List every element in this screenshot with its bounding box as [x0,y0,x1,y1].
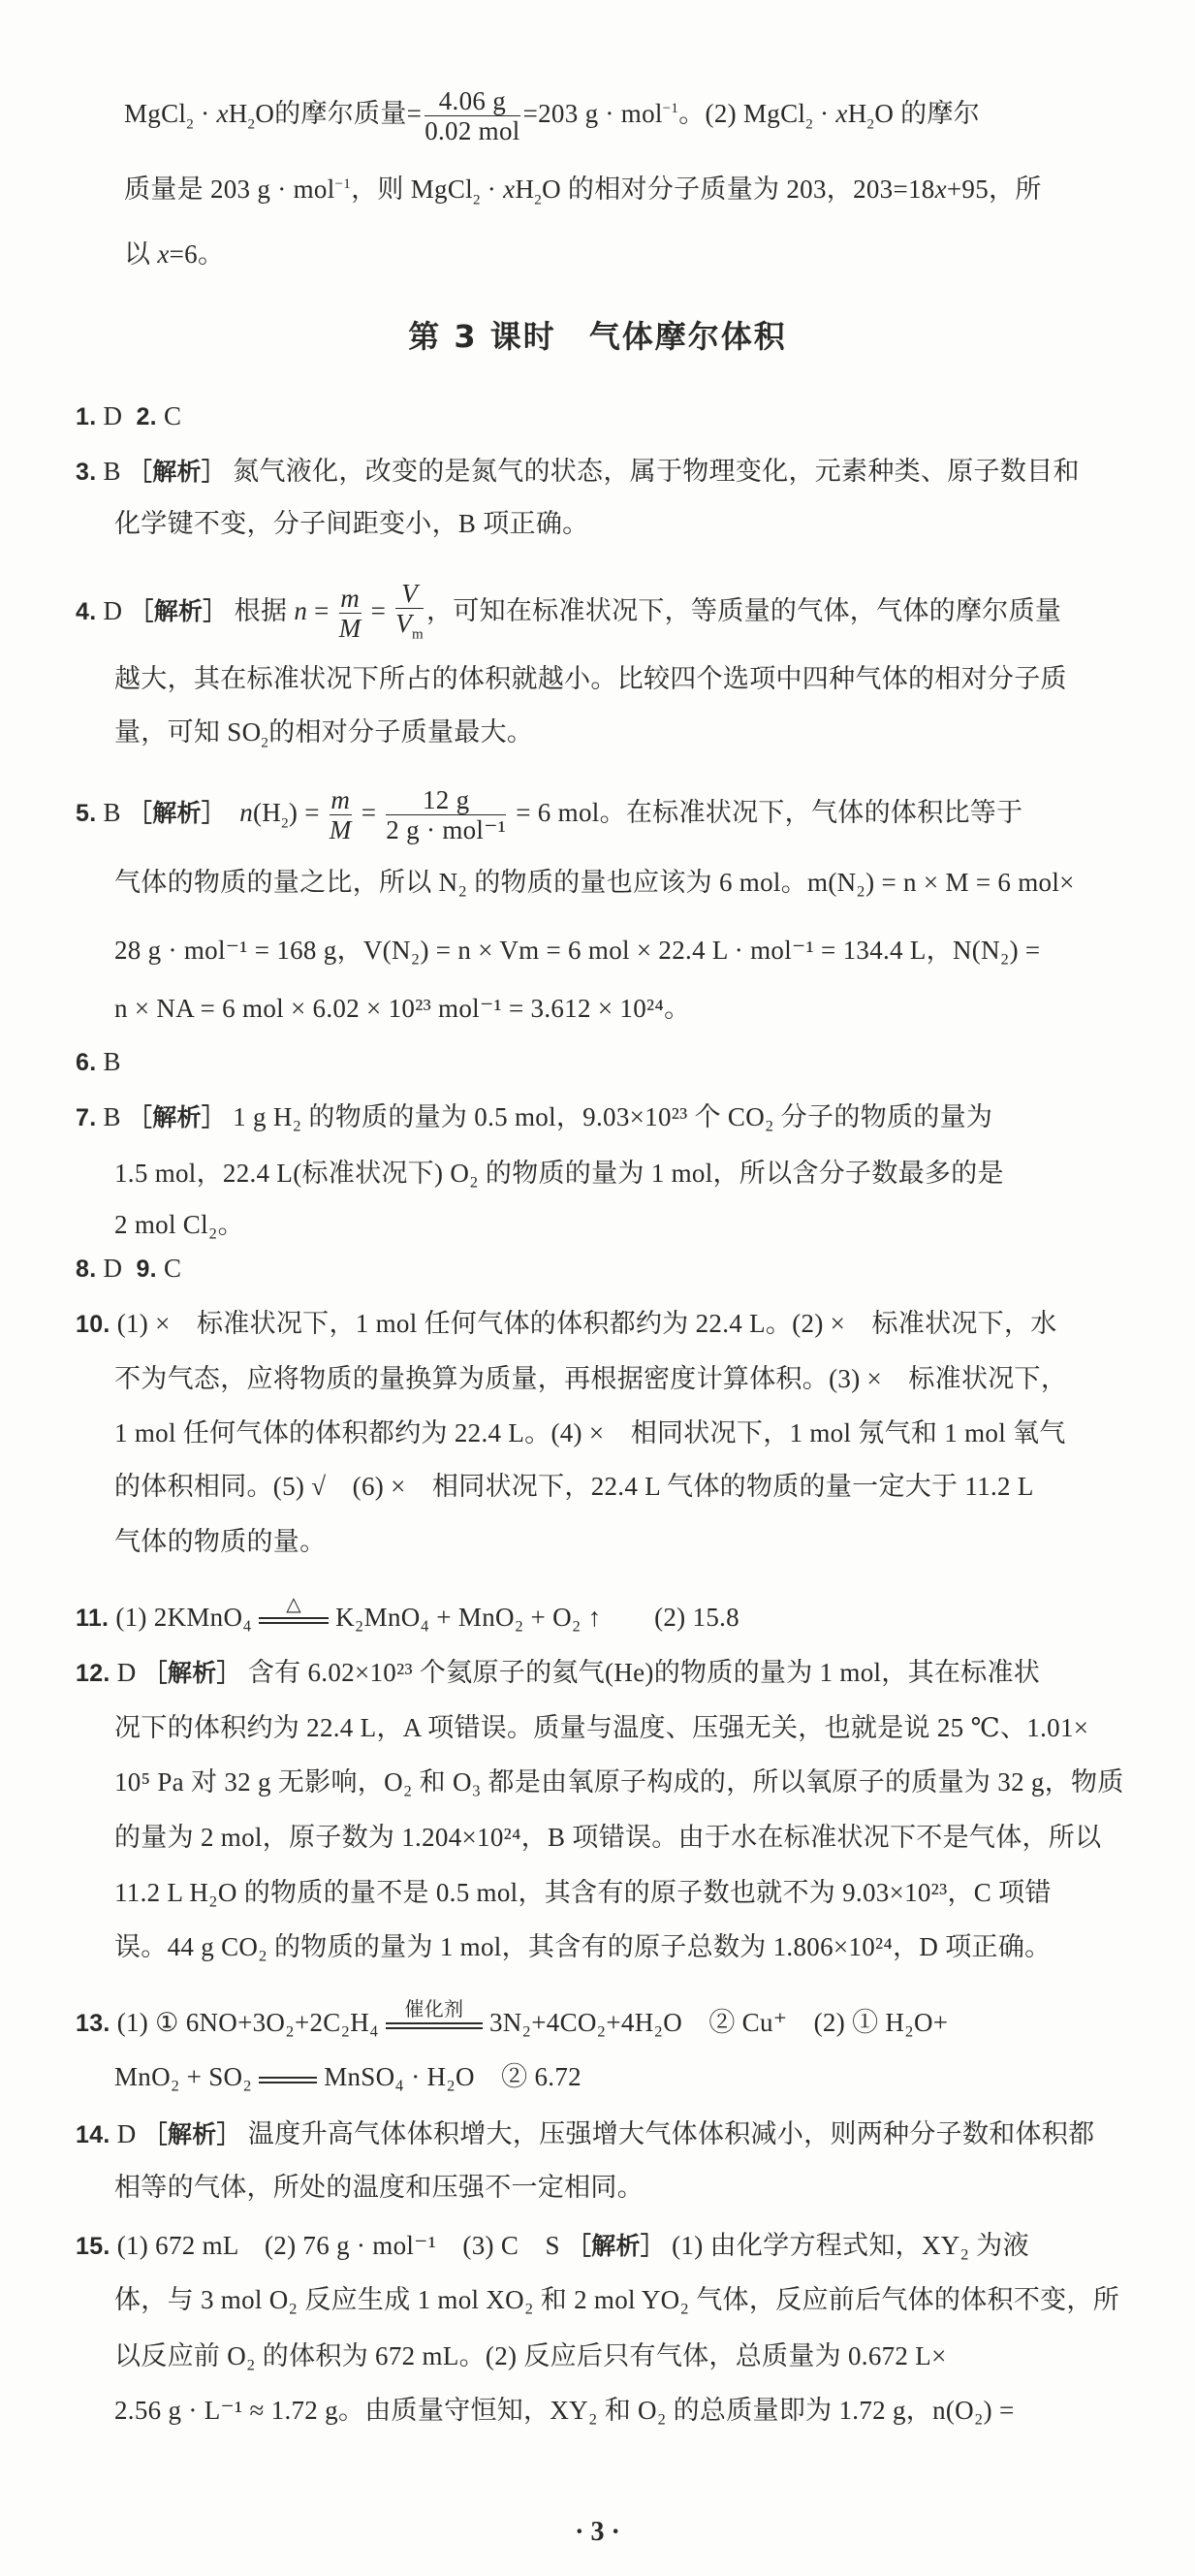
explanation: 体，与 3 mol O₂ 反应生成 1 mol XO₂ 和 2 mol YO₂ 气体，反应前后气体的体积不变，所 [114,2285,1120,2314]
answer: D [103,401,123,430]
equals-sign [259,2075,317,2083]
explanation: 的相对分子质量最大。 [268,717,534,747]
answer-7-line-3 [114,1205,244,1244]
numerator: 12 g [423,785,470,815]
answer: C [163,401,182,430]
explanation: 28 g · mol⁻¹ = 168 g，V(N₂) = n × Vm = 6 mol × 22.4 L · mol⁻¹ = 134.4 L，N(N₂) = [114,936,1041,965]
explanation: 气体的物质的量。 [114,1527,327,1556]
explanation: (1) × 标准状况下，1 mol 任何气体的体积都约为 22.4 L。(2) × 标准状况下，水 [116,1309,1057,1338]
explanation: = 6 mol。在标准状况下，气体的体积比等于 [516,798,1023,827]
explanation: 的量为 2 mol，原子数为 1.204×10²⁴，B 项错误。由于水在标准状况下不是气体，所以 [114,1823,1102,1852]
text: O 的摩尔 [874,99,981,128]
answer-5-line-4 [114,989,690,1028]
answer-12-line-6 [114,1927,1051,1966]
explanation: 误。44 g CO₂ 的物质的量为 1 mol，其含有的原子总数为 1.806×10²⁴，D 项正确。 [114,1932,1052,1961]
text: · [480,175,504,204]
question-number: 8. [76,1256,97,1283]
answer-4-line-1: 4. D ［解析］ 根据 n = $\frac{m}{M}$ = $\frac{V}{V_m}$ ，可知在标准状况下，等质量的气体，气体的摩尔质量 [76,572,1061,651]
fraction [425,86,519,145]
answer-5-line-2 [114,863,1075,902]
question-number: 4. [76,598,97,625]
explanation: 量，可知 SO [114,717,262,747]
explanation: 2 mol Cl₂。 [114,1210,244,1239]
heat-condition-icon: △ [286,1594,301,1616]
answer-10-line-5 [114,1522,326,1561]
denominator: 2 g · mol⁻¹ [386,815,507,845]
question-number: 9. [136,1256,157,1283]
denominator: 0.02 mol [425,116,520,146]
explanation: 况下的体积约为 22.4 L，A 项错误。质量与温度、压强无关，也就是说 25 ℃、1.01× [114,1713,1089,1742]
answer-15-line-1 [76,2226,1029,2266]
text: H [515,175,535,204]
page-number: · 3 · [575,2517,620,2547]
text: · [194,99,217,128]
intro-line-2: 质量是 203 g · mol$^{-1}$，则 MgCl$_2$ · $xH_2O$ 的相对分子质量为 203，203=18x+95，所 [124,175,1042,208]
question-number: 13. [76,2010,110,2037]
explanation: 氮气液化，改变的是氮气的状态，属于物理变化，元素种类、原子数目和 [233,457,1080,486]
analysis-tag: ［解析］ [142,1659,241,1687]
explanation: 的体积相同。(5) √ (6) × 相同状况下，22.4 L 气体的物质的量一定大于 11.2 L [114,1472,1034,1501]
answer-4-line-2 [114,659,1067,698]
equation-right: K₂MnO₄ + MnO₂ + O₂ ↑ (2) 15.8 [335,1603,739,1632]
analysis-tag: ［解析］ [127,1103,227,1131]
analysis-tag: ［解析］ [127,458,227,486]
answer-12-line-3 [114,1763,1124,1801]
answer-15-line-4 [114,2391,1015,2430]
answer-10-line-1 [76,1304,1057,1344]
explanation: 根据 [234,596,295,625]
question-number: 5. [76,800,97,827]
analysis-tag: ［解析］ [566,2232,666,2260]
answer-7-line-2 [114,1154,1004,1193]
answer: D [116,2119,137,2148]
answer: B [103,798,121,827]
answer-3-line-1 [76,452,1080,492]
analysis-tag: ［解析］ [127,799,227,827]
explanation: 以反应前 O₂ 的体积为 672 mL。(2) 反应后只有气体，总质量为 0.672 L× [114,2341,947,2370]
question-number: 15. [76,2233,110,2260]
question-number: 2. [136,403,157,430]
answer-12-line-4 [114,1818,1101,1857]
answer-13-line-1 [76,1999,949,2043]
answer: B [103,1102,121,1131]
answer-10-line-2 [114,1359,1067,1398]
analysis-tag: ［解析］ [129,597,228,625]
explanation: 越大，其在标准状况下所占的体积就越小。比较四个选项中四种气体的相对分子质 [114,664,1067,693]
explanation: 11.2 L H₂O 的物质的量不是 0.5 mol，其含有的原子数也就不为 9.03×10²³，C 项错 [114,1878,1052,1907]
answer-12-line-1 [76,1653,1040,1693]
answer-10-line-4 [114,1467,1034,1506]
fraction-V-over-Vm: $\frac{V}{V_m}$ [395,579,424,649]
section-title: 第 3 课时 气体摩尔体积 [408,318,787,355]
equation-left: MnO₂ + SO₂ [114,2062,253,2091]
analysis-tag: ［解析］ [142,2120,241,2148]
answer-8-9 [76,1249,181,1288]
explanation: 不为气态，应将物质的量换算为质量，再根据密度计算体积。(3) × 标准状况下， [114,1364,1068,1393]
intro-line-1: MgCl$_2$ · $xH_2O$的摩尔质量= $\frac{4.06 g}{\text{0.02 mol}}$ =203 g · mol$^{-1}$。(2) MgCl$_2$ · $xH_2O$ 的摩尔 [124,86,981,146]
answer-4-line-3: 量，可知 $SO_2$的相对分子质量最大。 [114,717,534,751]
answer-5-line-1: 5. B ［解析］ $n(H_2)$ = $\frac{m}{M}$ = $\frac{12 g}{\text{2 g · mol⁻¹}}$ = 6 mol。在标准状况下，气体的体积比等于 [76,785,1023,845]
explanation: 含有 6.02×10²³ 个氦原子的氦气(He)的物质的量为 1 mol，其在标准状 [247,1658,1041,1687]
answer: D [116,1658,137,1687]
explanation: (1) 由化学方程式知，XY₂ 为液 [672,2231,1029,2260]
reaction-arrow [259,1594,329,1624]
intro-line-3: 以 x=6。 [124,239,225,269]
text: O 的相对分子质量为 203，203=18 [542,175,935,204]
answer: C [163,1254,182,1283]
text: =203 g · mol [522,99,663,128]
explanation: ，可知在标准状况下，等质量的气体，气体的摩尔质量 [425,596,1062,625]
answer: D [103,596,123,625]
answer-14-line-2 [114,2168,644,2207]
explanation: 1.5 mol，22.4 L(标准状况下) O₂ 的物质的量为 1 mol，所以含分子数最多的是 [114,1159,1004,1188]
explanation: 温度升高气体体积增大，压强增大气体体积减小，则两种分子数和体积都 [247,2119,1095,2148]
question-number: 11. [76,1605,110,1632]
equation-right: 3N₂+4CO₂+4H₂O ② Cu⁺ (2) ① H₂O+ [488,2008,949,2037]
numerator: 4.06 g [438,86,507,116]
answer-12-line-5 [114,1873,1052,1912]
answer-11 [76,1594,739,1638]
text: 质量是 203 g · mol [124,175,335,204]
answer-15-line-2 [114,2280,1119,2319]
answer-7-line-1 [76,1097,992,1137]
answer-6 [76,1042,121,1082]
text: H [228,99,248,128]
explanation: n × NA = 6 mol × 6.02 × 10²³ mol⁻¹ = 3.612 × 10²⁴。 [114,994,691,1023]
fraction-m-over-M: $\frac{m}{M}$ [329,785,352,845]
answer-3-line-2 [114,504,588,543]
reaction-arrow [386,1999,483,2029]
explanation: 10⁵ Pa 对 32 g 无影响，O₂ 和 O₃ 都是由氧原子构成的，所以氧原子的质量为 32 g，物质 [114,1767,1124,1797]
equation-left: (1) 2KMnO₄ [115,1603,252,1632]
fraction-m-over-M: $\frac{m}{M}$ [338,584,362,644]
answer: (1) 672 mL (2) 76 g · mol⁻¹ (3) C S [116,2231,560,2260]
question-number: 3. [76,459,97,486]
text: H [847,99,867,128]
answer-13-line-2 [114,2057,582,2096]
question-number: 7. [76,1104,97,1131]
question-number: 1. [76,403,97,430]
text: · [813,99,836,128]
explanation: 气体的物质的量之比，所以 N₂ 的物质的量也应该为 6 mol。m(N₂) = n × M = 6 mol× [114,868,1075,897]
explanation: 1 g H₂ 的物质的量为 0.5 mol，9.03×10²³ 个 CO₂ 分子的物质的量为 [233,1102,993,1131]
text: +95，所 [946,175,1042,204]
equation-left: (1) ① 6NO+3O₂+2C₂H₄ [116,2008,379,2037]
answer-12-line-2 [114,1708,1088,1747]
explanation: 相等的气体，所处的温度和压强不一定相同。 [114,2173,644,2202]
text: O的摩尔质量= [255,99,423,128]
text: ，则 MgCl [351,175,473,204]
explanation: 1 mol 任何气体的体积都约为 22.4 L。(4) × 相同状况下，1 mol 氖气和 1 mol 氧气 [114,1418,1066,1447]
question-number: 12. [76,1660,110,1687]
explanation: 化学键不变，分子间距变小，B 项正确。 [114,509,589,538]
answer: B [103,457,121,486]
question-number: 10. [76,1311,110,1338]
fraction-12g [386,785,506,844]
text: 以 [124,239,158,269]
answer-10-line-3 [114,1414,1066,1452]
answer-5-line-3 [114,931,1040,970]
answer-15-line-3 [114,2337,947,2375]
question-number: 6. [76,1049,97,1076]
explanation: 2.56 g · L⁻¹ ≈ 1.72 g。由质量守恒知，XY₂ 和 O₂ 的总质量即为 1.72 g，n(O₂) = [114,2396,1015,2425]
text: =6。 [169,239,225,269]
text: 。(2) MgCl [678,99,806,128]
text: MgCl [124,99,187,128]
equation-right: MnSO₄ · H₂O ② 6.72 [324,2062,582,2091]
answer: D [103,1254,123,1283]
answer-14-line-1 [76,2115,1094,2154]
answer-1-2 [76,397,181,436]
catalyst-condition: 催化剂 [404,1999,464,2021]
answer: B [103,1047,121,1076]
question-number: 14. [76,2121,110,2148]
